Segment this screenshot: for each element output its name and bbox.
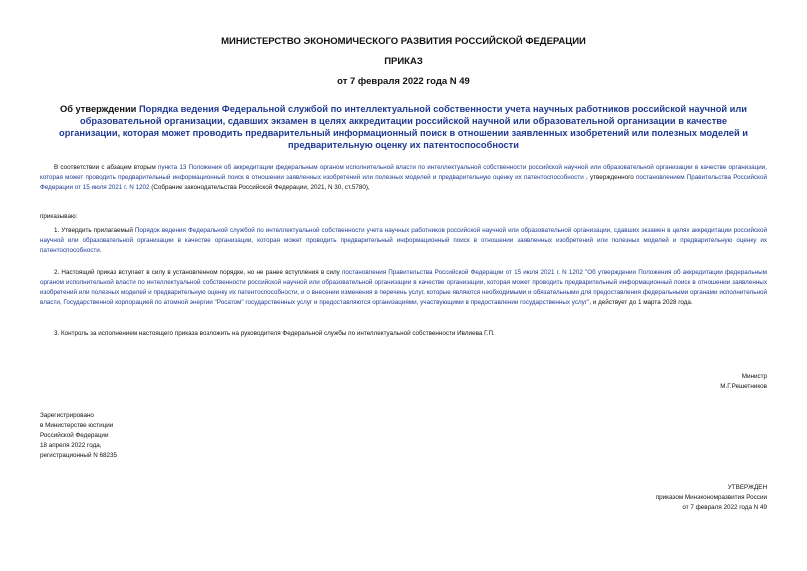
title-link[interactable]: Порядка ведения Федеральной службой по интеллектуальной собственности учета научных работников российской научной или образовательной организации, сдавших экзамен в целях аккредитации российской научной или образовательной организации в качестве организации, которая может проводить предварительный информационный поиск в отношении заявленных изобретений или полезных моделей и предварительную оценку их патентоспособности — [59, 104, 748, 150]
paragraph-item-2 — [40, 268, 767, 308]
approval-line: от 7 февраля 2022 года N 49 — [682, 504, 767, 511]
order-heading: ПРИКАЗ — [384, 56, 423, 67]
paragraph-item-1 — [40, 226, 767, 256]
paragraph-item-3: 3. Контроль за исполнением настоящего приказа возложить на руководителя Федеральной службы по интеллектуальной собственности Ивлиева Г.П. — [54, 330, 495, 337]
p3-text-b: . — [99, 247, 102, 254]
paragraph-basis — [40, 163, 767, 193]
p3-text-a: 1. Утвердить прилагаемый — [54, 227, 135, 234]
p4-text-b: , и действует до 1 марта 2028 года. — [589, 299, 693, 306]
p1-text-c: (Собрание законодательства Российской Федерации, 2021, N 30, ст.5780), — [149, 184, 370, 191]
registration-line: Российской Федерации — [40, 432, 109, 439]
signature-role: Министр — [741, 373, 767, 380]
document-title — [56, 103, 751, 151]
title-prefix: Об утверждении — [59, 104, 139, 114]
approval-block — [656, 483, 767, 513]
registration-line: в Министерстве юстиции — [40, 422, 114, 429]
p4-text-a: 2. Настоящий приказ вступает в силу в установленном порядке, но не ранее вступления в силу — [54, 269, 342, 276]
ministry-heading: МИНИСТЕРСТВО ЭКОНОМИЧЕСКОГО РАЗВИТИЯ РОССИЙСКОЙ ФЕДЕРАЦИИ — [221, 36, 586, 47]
p1-link-regulation[interactable]: пункта 13 Положения об аккредитации федеральным органом исполнительной власти по интеллектуальной собственности российской научной или образовательной организации в качестве организации, которая может проводить предварительный информационный поиск в отношении заявленных изобретений или полезных моделей и предварительную оценку их патентоспособности — [40, 164, 767, 181]
registration-line: 18 апреля 2022 года, — [40, 442, 102, 449]
registration-block — [40, 411, 117, 461]
p1-text-b: , утвержденного — [583, 174, 636, 181]
order-date: от 7 февраля 2022 года N 49 — [337, 76, 470, 87]
approval-line: УТВЕРЖДЕН — [727, 484, 767, 491]
approval-line: приказом Минэкономразвития России — [655, 494, 767, 501]
registration-line: регистрационный N 68235 — [40, 452, 118, 459]
p1-text-a: В соответствии с абзацем вторым — [54, 164, 158, 171]
p3-link-procedure[interactable]: Порядок ведения Федеральной службой по интеллектуальной собственности учета научных работников российской научной или образовательной организации, сдавших экзамен в целях аккредитации российской научной или образовательной организации в качестве организации, которая может проводить предварительный информационный поиск в отношении заявленных изобретений или полезных моделей и предварительную оценку их патентоспособности — [40, 227, 768, 254]
p1-link-resolution[interactable]: постановлением Правительства Российской Федерации от 15 июля 2021 г. N 1202 — [40, 174, 767, 191]
paragraph-order-word: приказываю: — [40, 213, 78, 220]
signature-name: М.Г.Решетников — [720, 383, 767, 390]
p4-link-resolution[interactable]: постановления Правительства Российской Федерации от 15 июля 2021 г. N 1202 "Об утверждении Положения об аккредитации федеральным органом исполнительной власти по интеллектуальной собственности российской научной или образовательной организации в качестве организации, которая может проводить предварительный информационный поиск в отношении заявленных изобретений или полезных моделей и предварительную оценку их патентоспособности, и о внесении изменения в перечень услуг, которые являются необходимыми и обязательными для предоставления федеральными органами исполнительной власти, Государственной корпорацией по атомной энергии "Росатом" государственных услуг и предоставляются организациями, участвующими в предоставлении государственных услуг" — [40, 269, 767, 306]
registration-line: Зарегистрировано — [40, 412, 94, 419]
